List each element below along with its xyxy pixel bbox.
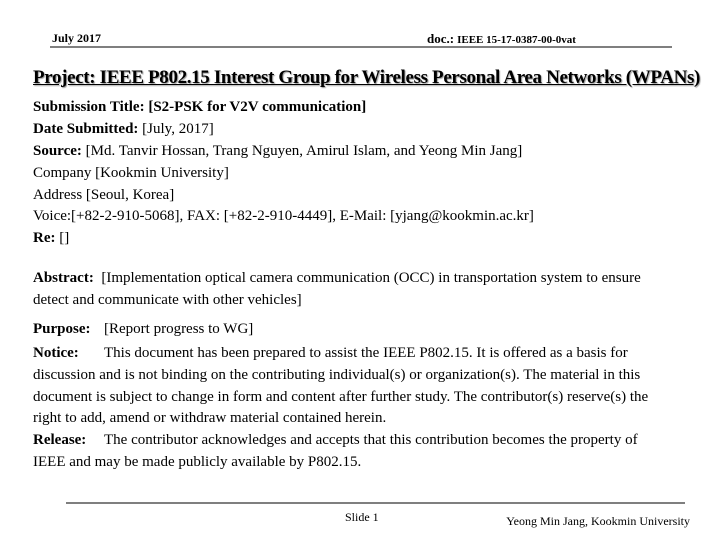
purpose <box>33 321 253 338</box>
purpose-label: Purpose: <box>33 321 91 337</box>
abstract-label: Abstract: <box>33 270 94 286</box>
release-text-1: The contributor acknowledges and accepts that this contribution becomes the property of <box>104 432 638 448</box>
slide-number: Slide 1 <box>345 510 379 524</box>
project-title: Project: IEEE P802.15 Interest Group for Wireless Personal Area Networks (WPANs) <box>33 67 701 88</box>
release-line-2: IEEE and may be made publicly available by P802.15. <box>33 454 362 470</box>
notice-label: Notice: <box>33 345 79 361</box>
header-date: July 2017 <box>52 31 102 45</box>
date-submitted <box>33 121 214 138</box>
release-line-1 <box>33 432 638 449</box>
header-doc <box>427 31 576 47</box>
notice-line-4: right to add, amend or withdraw material contained herein. <box>33 410 387 426</box>
notice-line-2: discussion and is not binding on the contributing individual(s) or organization(s). The material in this <box>33 367 641 383</box>
source <box>33 143 522 160</box>
re-label: Re: <box>33 230 56 246</box>
source-label: Source: <box>33 143 82 159</box>
date-label: Date Submitted: <box>33 121 139 137</box>
company: Company [Kookmin University] <box>33 165 229 181</box>
abstract-line-2: detect and communicate with other vehicles] <box>33 292 302 308</box>
contact: Voice:[+82-2-910-5068], FAX: [+82-2-910-4449], E-Mail: [yjang@kookmin.ac.kr] <box>33 208 534 224</box>
doc-label: doc.: <box>427 31 455 46</box>
abstract-line-1 <box>33 270 641 287</box>
re-value: [] <box>55 230 70 246</box>
purpose-value: [Report progress to WG] <box>104 321 254 337</box>
re <box>33 230 69 247</box>
footer-divider <box>66 502 685 504</box>
header-divider <box>50 46 672 48</box>
date-value: [July, 2017] <box>138 121 214 137</box>
doc-id: IEEE 15-17-0387-00-0vat <box>457 34 576 46</box>
abstract-text-1: [Implementation optical camera communication (OCC) in transportation system to ensure <box>93 270 641 286</box>
footer-author: Yeong Min Jang, Kookmin University <box>506 514 690 528</box>
address: Address [Seoul, Korea] <box>33 187 175 203</box>
notice-line-3: document is subject to change in form and content after further study. The contributor(s) reserve(s) the <box>33 389 649 405</box>
notice-line-1 <box>33 345 628 362</box>
release-label: Release: <box>33 432 87 448</box>
notice-text-1: This document has been prepared to assist the IEEE P802.15. It is offered as a basis for <box>104 345 628 361</box>
source-value: [Md. Tanvir Hossan, Trang Nguyen, Amirul Islam, and Yeong Min Jang] <box>81 143 523 159</box>
submission-title: Submission Title: [S2-PSK for V2V communication] <box>33 99 367 115</box>
